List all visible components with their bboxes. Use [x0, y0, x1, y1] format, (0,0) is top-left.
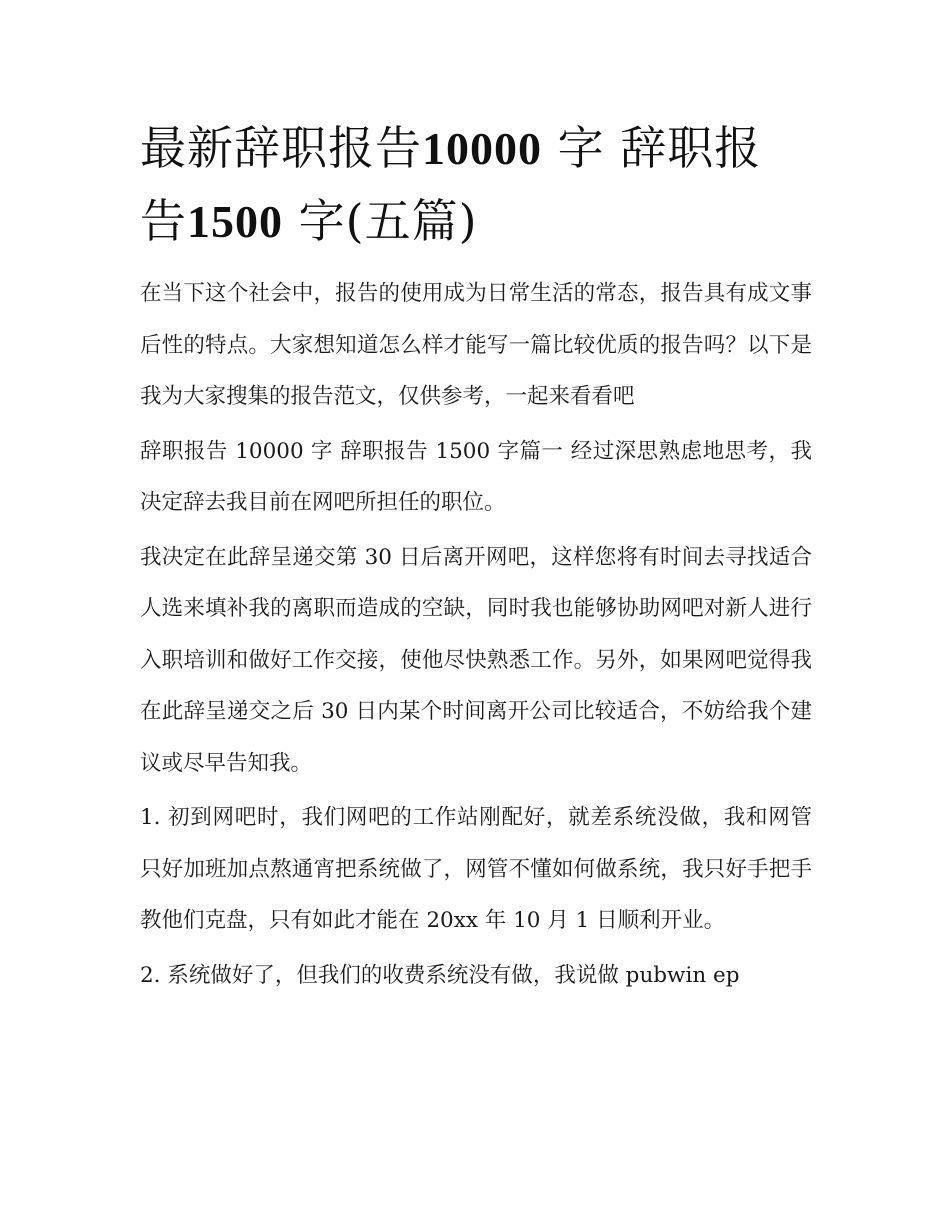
paragraph-2: 我决定在此辞呈递交第 30 日后离开网吧，这样您将有时间去寻找适合人选来填补我的离职而造成的空缺，同时我也能够协助网吧对新人进行入职培训和做好工作交接，使他尽快熟悉工作。另外，如果网吧觉得我在此辞呈递交之后 30 日内某个时间离开公司比较适合，不妨给我个建议或尽早告知我。 — [140, 544, 812, 776]
title-text-2b: 告 — [140, 194, 187, 248]
list-item-2: 2. 系统做好了，但我们的收费系统没有做，我说做 pubwin ep — [140, 962, 740, 988]
intro-paragraph: 在当下这个社会中，报告的使用成为日常生活的常态，报告具有成文事后性的特点。大家想知道怎么样才能写一篇比较优质的报告吗？以下是我为大家搜集的报告范文，仅供参考，一起来看看吧 — [140, 281, 812, 409]
document-content — [140, 112, 812, 1001]
title-text-2: 字 辞职报 — [542, 121, 762, 175]
title-text-1: 最新辞职报告 — [140, 121, 422, 175]
title-number-2: 1500 — [187, 196, 283, 247]
paragraph-1: 辞职报告 10000 字 辞职报告 1500 字篇一 经过深思熟虑地思考，我决定辞去我目前在网吧所担任的职位。 — [140, 438, 812, 515]
title-text-3: 字(五篇) — [283, 194, 478, 248]
title-number-1: 10000 — [422, 123, 542, 174]
list-item-1: 1. 初到网吧时，我们网吧的工作站刚配好，就差系统没做，我和网管只好加班加点熬通宵把系统做了，网管不懂如何做系统，我只好手把手教他们克盘，只有如此才能在 20xx 年 10 月 1 日顺利开业。 — [140, 805, 812, 933]
document-title — [140, 112, 812, 258]
